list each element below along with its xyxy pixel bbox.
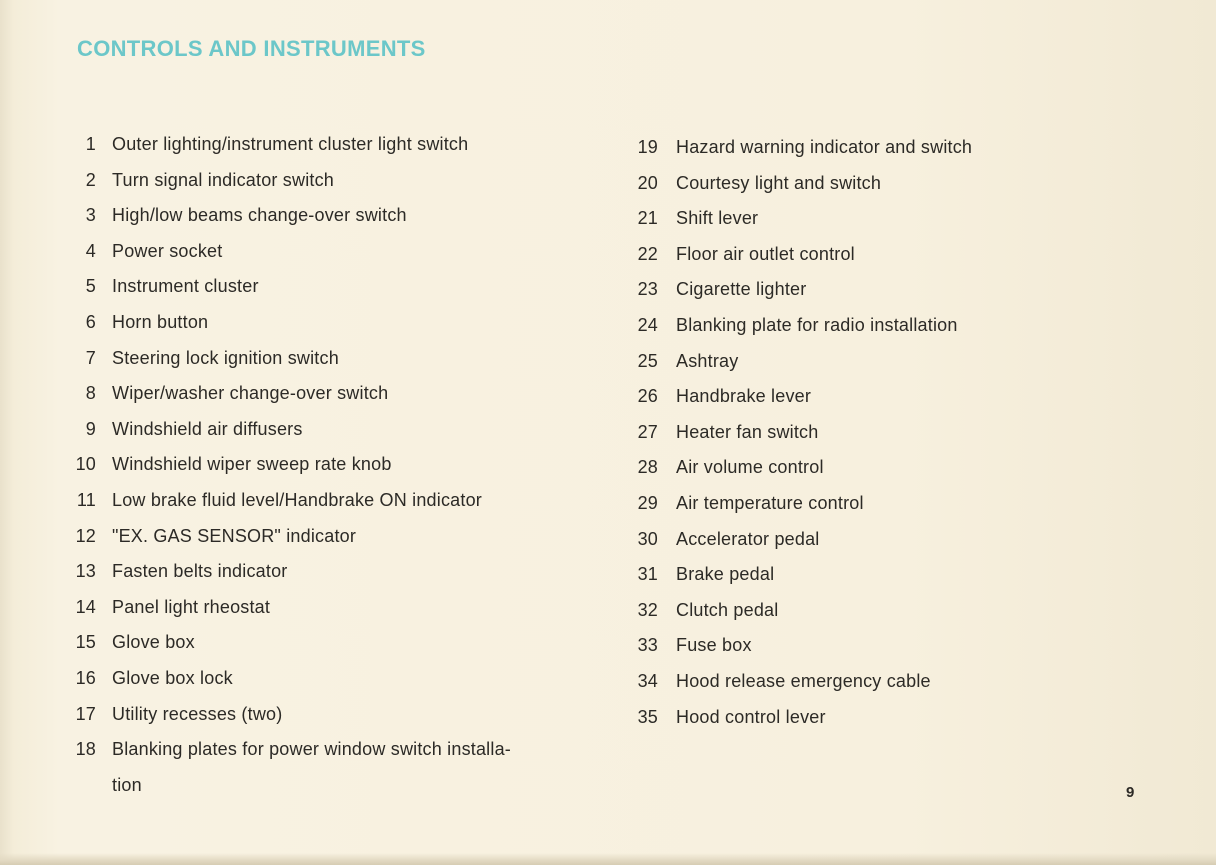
legend-item-label: Power socket bbox=[112, 240, 223, 261]
legend-item-label: Glove box lock bbox=[112, 667, 233, 688]
legend-list-right bbox=[626, 131, 1046, 736]
legend-item bbox=[62, 342, 602, 378]
legend-item-number: 23 bbox=[637, 279, 658, 300]
legend-item-number: 7 bbox=[85, 347, 96, 368]
legend-item-label: Courtesy light and switch bbox=[676, 172, 882, 193]
legend-item bbox=[626, 558, 1046, 594]
legend-item-number: 19 bbox=[637, 137, 658, 157]
legend-item bbox=[626, 309, 1046, 345]
legend-item bbox=[626, 523, 1046, 559]
legend-item-label: Instrument cluster bbox=[112, 276, 259, 297]
legend-item-number: 35 bbox=[637, 706, 658, 727]
legend-item-number: 16 bbox=[75, 667, 96, 688]
legend-item-number: 34 bbox=[637, 670, 658, 691]
legend-item-number: 1 bbox=[85, 134, 96, 154]
legend-item bbox=[62, 377, 602, 413]
legend-item bbox=[626, 380, 1046, 416]
legend-item-continuation: tion bbox=[112, 775, 142, 795]
legend-item-number: 6 bbox=[85, 311, 96, 332]
legend-item-number: 26 bbox=[637, 386, 658, 407]
legend-item-number: 29 bbox=[637, 492, 658, 513]
legend-item bbox=[62, 626, 602, 662]
legend-item-label: Handbrake lever bbox=[676, 386, 812, 407]
page-number: 9 bbox=[1126, 784, 1135, 801]
legend-item bbox=[626, 167, 1046, 203]
legend-item bbox=[626, 416, 1046, 452]
legend-item bbox=[626, 665, 1046, 701]
legend-item bbox=[62, 591, 602, 627]
legend-item bbox=[626, 345, 1046, 381]
legend-item-number: 17 bbox=[75, 703, 96, 724]
legend-item-number: 13 bbox=[75, 561, 96, 582]
legend-item-number: 21 bbox=[637, 208, 658, 229]
legend-list-left bbox=[62, 128, 602, 769]
legend-item bbox=[62, 128, 602, 164]
legend-item bbox=[62, 235, 602, 271]
legend-item bbox=[62, 413, 602, 449]
legend-item-label: Hood release emergency cable bbox=[676, 670, 931, 691]
legend-item-number: 28 bbox=[637, 457, 658, 478]
page-bottom-edge bbox=[0, 853, 1216, 865]
legend-item bbox=[626, 594, 1046, 630]
legend-item-number: 18 bbox=[75, 739, 96, 760]
legend-item bbox=[62, 448, 602, 484]
legend-item-label: Low brake fluid level/Handbrake ON indicator bbox=[112, 489, 482, 510]
legend-item-label: Turn signal indicator switch bbox=[112, 169, 335, 190]
legend-item-number: 9 bbox=[85, 418, 96, 439]
legend-item-number: 15 bbox=[75, 632, 96, 653]
legend-item-label: Utility recesses (two) bbox=[112, 703, 283, 724]
legend-item-label: Clutch pedal bbox=[676, 599, 779, 620]
legend-item-label: "EX. GAS SENSOR" indicator bbox=[112, 525, 357, 546]
legend-item-label: High/low beams change-over switch bbox=[112, 205, 407, 226]
legend-item-number: 32 bbox=[637, 599, 658, 620]
legend-item bbox=[626, 487, 1046, 523]
legend-item-label: Brake pedal bbox=[676, 564, 775, 585]
legend-item-label: Windshield air diffusers bbox=[112, 418, 303, 439]
legend-item-label: Steering lock ignition switch bbox=[112, 347, 339, 368]
legend-item-number: 22 bbox=[637, 243, 658, 264]
legend-item-number: 4 bbox=[85, 240, 96, 261]
legend-item-label: Glove box bbox=[112, 632, 195, 653]
legend-item-label: Horn button bbox=[112, 311, 209, 332]
legend-item-number: 3 bbox=[85, 205, 96, 226]
legend-item-number: 30 bbox=[637, 528, 658, 549]
legend-item-number: 5 bbox=[85, 276, 96, 297]
legend-item bbox=[626, 273, 1046, 309]
legend-item-number: 10 bbox=[75, 454, 96, 475]
legend-item-label: Blanking plate for radio installation bbox=[676, 314, 958, 335]
legend-item-label: Accelerator pedal bbox=[676, 528, 820, 549]
legend-item bbox=[62, 698, 602, 734]
page-title: CONTROLS AND INSTRUMENTS bbox=[77, 36, 426, 61]
legend-item-number: 14 bbox=[75, 596, 96, 617]
legend-item-label: Air volume control bbox=[676, 457, 824, 478]
legend-item-label: Panel light rheostat bbox=[112, 596, 271, 617]
legend-item bbox=[62, 199, 602, 235]
legend-item bbox=[626, 131, 1046, 167]
legend-item bbox=[62, 520, 602, 556]
legend-item-number: 24 bbox=[637, 314, 658, 335]
legend-item-label: Wiper/washer change-over switch bbox=[112, 383, 389, 404]
legend-item bbox=[626, 701, 1046, 737]
legend-item-number: 8 bbox=[85, 383, 96, 404]
legend-item bbox=[62, 484, 602, 520]
legend-item bbox=[626, 451, 1046, 487]
legend-item bbox=[62, 270, 602, 306]
legend-item-label: Hood control lever bbox=[676, 706, 826, 727]
legend-item-number: 20 bbox=[637, 172, 658, 193]
legend-item-number: 27 bbox=[637, 421, 658, 442]
legend-item bbox=[62, 662, 602, 698]
legend-item-number: 2 bbox=[85, 169, 96, 190]
legend-item bbox=[62, 306, 602, 342]
legend-item-number: 11 bbox=[76, 489, 96, 510]
legend-item-label: Fuse box bbox=[676, 635, 752, 656]
legend-item bbox=[62, 164, 602, 200]
legend-item-label: Outer lighting/instrument cluster light switch bbox=[112, 134, 469, 154]
legend-item-label: Shift lever bbox=[676, 208, 759, 229]
legend-item-number: 12 bbox=[75, 525, 96, 546]
legend-item-label: Windshield wiper sweep rate knob bbox=[112, 454, 392, 475]
legend-item bbox=[626, 238, 1046, 274]
legend-item-label: Heater fan switch bbox=[676, 421, 819, 442]
legend-item bbox=[62, 555, 602, 591]
legend-item bbox=[626, 629, 1046, 665]
legend-item-label: Blanking plates for power window switch installa- bbox=[112, 739, 511, 760]
legend-item-label: Cigarette lighter bbox=[676, 279, 807, 300]
legend-item-label: Air temperature control bbox=[676, 492, 864, 513]
legend-item-label: Hazard warning indicator and switch bbox=[676, 137, 973, 157]
legend-item-label: Floor air outlet control bbox=[676, 243, 855, 264]
legend-item-label: Ashtray bbox=[676, 350, 739, 371]
legend-item-number: 31 bbox=[637, 564, 658, 585]
legend-item-number: 25 bbox=[637, 350, 658, 371]
legend-item bbox=[62, 733, 602, 769]
legend-item bbox=[626, 202, 1046, 238]
legend-item-label: Fasten belts indicator bbox=[112, 561, 288, 582]
legend-item-number: 33 bbox=[637, 635, 658, 656]
